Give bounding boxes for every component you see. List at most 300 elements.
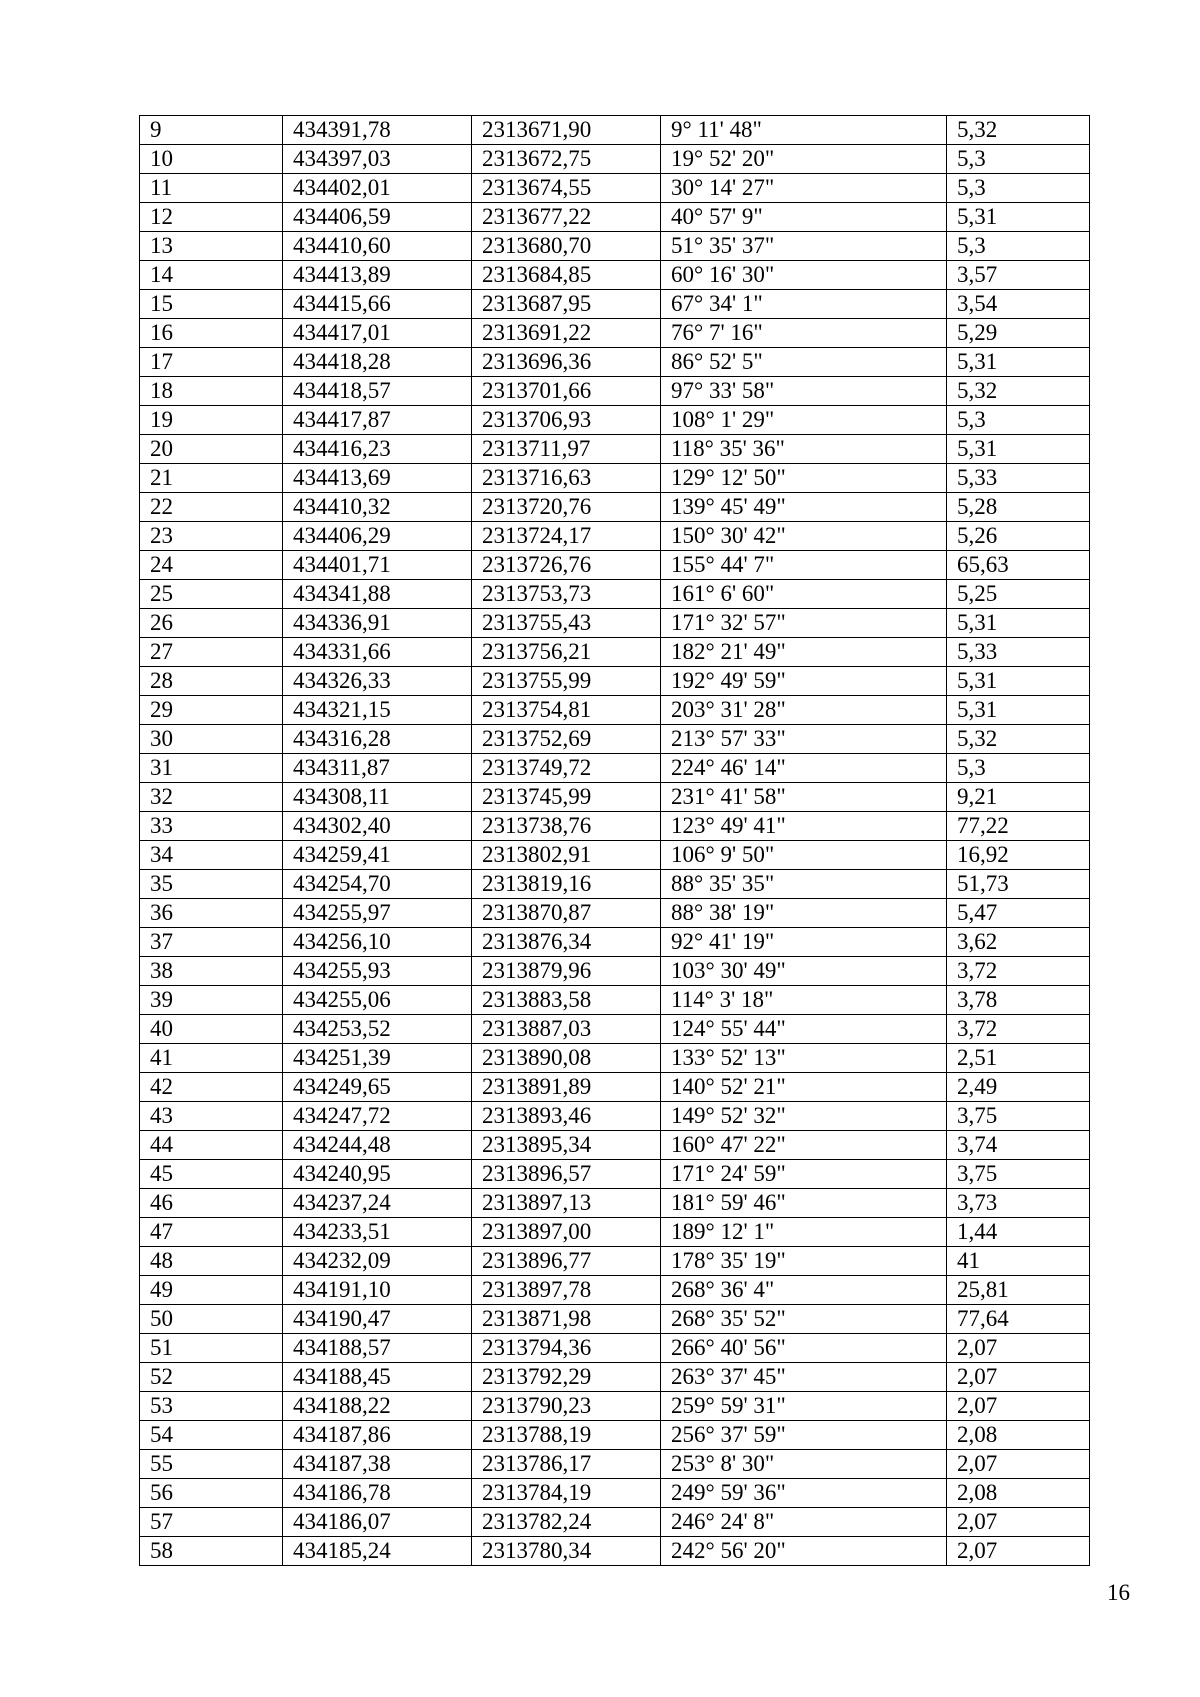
x-coordinate-cell: 434331,66 bbox=[283, 638, 472, 667]
point-number-cell: 24 bbox=[140, 551, 283, 580]
distance-cell: 3,75 bbox=[947, 1160, 1090, 1189]
x-coordinate-cell: 434253,52 bbox=[283, 1015, 472, 1044]
y-coordinate-cell: 2313684,85 bbox=[472, 261, 661, 290]
point-number-cell: 47 bbox=[140, 1218, 283, 1247]
table-row bbox=[140, 203, 1090, 232]
y-coordinate-cell: 2313711,97 bbox=[472, 435, 661, 464]
bearing-cell: 118° 35' 36" bbox=[661, 435, 947, 464]
x-coordinate-cell: 434417,87 bbox=[283, 406, 472, 435]
point-number-cell: 31 bbox=[140, 754, 283, 783]
y-coordinate-cell: 2313896,57 bbox=[472, 1160, 661, 1189]
x-coordinate-cell: 434249,65 bbox=[283, 1073, 472, 1102]
point-number-cell: 15 bbox=[140, 290, 283, 319]
x-coordinate-cell: 434397,03 bbox=[283, 145, 472, 174]
table-row bbox=[140, 1450, 1090, 1479]
table-row bbox=[140, 406, 1090, 435]
distance-cell: 5,31 bbox=[947, 667, 1090, 696]
x-coordinate-cell: 434418,28 bbox=[283, 348, 472, 377]
bearing-cell: 97° 33' 58" bbox=[661, 377, 947, 406]
bearing-cell: 181° 59' 46" bbox=[661, 1189, 947, 1218]
point-number-cell: 52 bbox=[140, 1363, 283, 1392]
table-row bbox=[140, 493, 1090, 522]
x-coordinate-cell: 434255,06 bbox=[283, 986, 472, 1015]
point-number-cell: 25 bbox=[140, 580, 283, 609]
distance-cell: 5,28 bbox=[947, 493, 1090, 522]
distance-cell: 5,3 bbox=[947, 232, 1090, 261]
point-number-cell: 50 bbox=[140, 1305, 283, 1334]
distance-cell: 2,08 bbox=[947, 1421, 1090, 1450]
x-coordinate-cell: 434188,22 bbox=[283, 1392, 472, 1421]
y-coordinate-cell: 2313701,66 bbox=[472, 377, 661, 406]
bearing-cell: 51° 35' 37" bbox=[661, 232, 947, 261]
table-row bbox=[140, 116, 1090, 145]
bearing-cell: 263° 37' 45" bbox=[661, 1363, 947, 1392]
y-coordinate-cell: 2313897,78 bbox=[472, 1276, 661, 1305]
y-coordinate-cell: 2313726,76 bbox=[472, 551, 661, 580]
bearing-cell: 246° 24' 8" bbox=[661, 1508, 947, 1537]
y-coordinate-cell: 2313786,17 bbox=[472, 1450, 661, 1479]
bearing-cell: 150° 30' 42" bbox=[661, 522, 947, 551]
x-coordinate-cell: 434186,07 bbox=[283, 1508, 472, 1537]
coordinates-table-body bbox=[140, 116, 1090, 1566]
distance-cell: 3,57 bbox=[947, 261, 1090, 290]
y-coordinate-cell: 2313887,03 bbox=[472, 1015, 661, 1044]
point-number-cell: 45 bbox=[140, 1160, 283, 1189]
table-row bbox=[140, 377, 1090, 406]
point-number-cell: 35 bbox=[140, 870, 283, 899]
x-coordinate-cell: 434418,57 bbox=[283, 377, 472, 406]
x-coordinate-cell: 434254,70 bbox=[283, 870, 472, 899]
y-coordinate-cell: 2313871,98 bbox=[472, 1305, 661, 1334]
bearing-cell: 139° 45' 49" bbox=[661, 493, 947, 522]
table-row bbox=[140, 725, 1090, 754]
point-number-cell: 41 bbox=[140, 1044, 283, 1073]
bearing-cell: 161° 6' 60" bbox=[661, 580, 947, 609]
table-row bbox=[140, 638, 1090, 667]
x-coordinate-cell: 434321,15 bbox=[283, 696, 472, 725]
bearing-cell: 160° 47' 22" bbox=[661, 1131, 947, 1160]
bearing-cell: 155° 44' 7" bbox=[661, 551, 947, 580]
distance-cell: 5,31 bbox=[947, 435, 1090, 464]
x-coordinate-cell: 434402,01 bbox=[283, 174, 472, 203]
point-number-cell: 9 bbox=[140, 116, 283, 145]
bearing-cell: 259° 59' 31" bbox=[661, 1392, 947, 1421]
table-row bbox=[140, 957, 1090, 986]
x-coordinate-cell: 434244,48 bbox=[283, 1131, 472, 1160]
table-row bbox=[140, 522, 1090, 551]
distance-cell: 2,07 bbox=[947, 1334, 1090, 1363]
distance-cell: 3,72 bbox=[947, 957, 1090, 986]
table-row bbox=[140, 1218, 1090, 1247]
x-coordinate-cell: 434413,69 bbox=[283, 464, 472, 493]
table-row bbox=[140, 464, 1090, 493]
bearing-cell: 268° 36' 4" bbox=[661, 1276, 947, 1305]
x-coordinate-cell: 434259,41 bbox=[283, 841, 472, 870]
point-number-cell: 58 bbox=[140, 1537, 283, 1566]
x-coordinate-cell: 434410,32 bbox=[283, 493, 472, 522]
bearing-cell: 9° 11' 48" bbox=[661, 116, 947, 145]
distance-cell: 3,75 bbox=[947, 1102, 1090, 1131]
bearing-cell: 189° 12' 1" bbox=[661, 1218, 947, 1247]
y-coordinate-cell: 2313671,90 bbox=[472, 116, 661, 145]
point-number-cell: 29 bbox=[140, 696, 283, 725]
table-row bbox=[140, 667, 1090, 696]
bearing-cell: 67° 34' 1" bbox=[661, 290, 947, 319]
point-number-cell: 51 bbox=[140, 1334, 283, 1363]
x-coordinate-cell: 434316,28 bbox=[283, 725, 472, 754]
bearing-cell: 178° 35' 19" bbox=[661, 1247, 947, 1276]
distance-cell: 2,07 bbox=[947, 1508, 1090, 1537]
table-row bbox=[140, 435, 1090, 464]
y-coordinate-cell: 2313780,34 bbox=[472, 1537, 661, 1566]
y-coordinate-cell: 2313879,96 bbox=[472, 957, 661, 986]
distance-cell: 9,21 bbox=[947, 783, 1090, 812]
distance-cell: 3,62 bbox=[947, 928, 1090, 957]
bearing-cell: 266° 40' 56" bbox=[661, 1334, 947, 1363]
distance-cell: 1,44 bbox=[947, 1218, 1090, 1247]
table-row bbox=[140, 145, 1090, 174]
table-row bbox=[140, 1189, 1090, 1218]
x-coordinate-cell: 434186,78 bbox=[283, 1479, 472, 1508]
y-coordinate-cell: 2313691,22 bbox=[472, 319, 661, 348]
y-coordinate-cell: 2313680,70 bbox=[472, 232, 661, 261]
distance-cell: 2,49 bbox=[947, 1073, 1090, 1102]
coordinates-table bbox=[139, 115, 1090, 1566]
y-coordinate-cell: 2313755,43 bbox=[472, 609, 661, 638]
x-coordinate-cell: 434391,78 bbox=[283, 116, 472, 145]
y-coordinate-cell: 2313897,13 bbox=[472, 1189, 661, 1218]
bearing-cell: 256° 37' 59" bbox=[661, 1421, 947, 1450]
table-row bbox=[140, 174, 1090, 203]
y-coordinate-cell: 2313891,89 bbox=[472, 1073, 661, 1102]
distance-cell: 65,63 bbox=[947, 551, 1090, 580]
point-number-cell: 16 bbox=[140, 319, 283, 348]
y-coordinate-cell: 2313706,93 bbox=[472, 406, 661, 435]
bearing-cell: 129° 12' 50" bbox=[661, 464, 947, 493]
distance-cell: 3,54 bbox=[947, 290, 1090, 319]
point-number-cell: 36 bbox=[140, 899, 283, 928]
y-coordinate-cell: 2313696,36 bbox=[472, 348, 661, 377]
y-coordinate-cell: 2313790,23 bbox=[472, 1392, 661, 1421]
distance-cell: 2,07 bbox=[947, 1450, 1090, 1479]
table-row bbox=[140, 783, 1090, 812]
table-row bbox=[140, 1508, 1090, 1537]
table-row bbox=[140, 899, 1090, 928]
point-number-cell: 28 bbox=[140, 667, 283, 696]
x-coordinate-cell: 434251,39 bbox=[283, 1044, 472, 1073]
point-number-cell: 42 bbox=[140, 1073, 283, 1102]
point-number-cell: 54 bbox=[140, 1421, 283, 1450]
table-row bbox=[140, 551, 1090, 580]
distance-cell: 5,47 bbox=[947, 899, 1090, 928]
bearing-cell: 40° 57' 9" bbox=[661, 203, 947, 232]
y-coordinate-cell: 2313802,91 bbox=[472, 841, 661, 870]
bearing-cell: 88° 38' 19" bbox=[661, 899, 947, 928]
point-number-cell: 12 bbox=[140, 203, 283, 232]
y-coordinate-cell: 2313745,99 bbox=[472, 783, 661, 812]
x-coordinate-cell: 434232,09 bbox=[283, 1247, 472, 1276]
x-coordinate-cell: 434406,59 bbox=[283, 203, 472, 232]
table-row bbox=[140, 290, 1090, 319]
table-row bbox=[140, 580, 1090, 609]
point-number-cell: 13 bbox=[140, 232, 283, 261]
distance-cell: 77,64 bbox=[947, 1305, 1090, 1334]
y-coordinate-cell: 2313890,08 bbox=[472, 1044, 661, 1073]
y-coordinate-cell: 2313738,76 bbox=[472, 812, 661, 841]
x-coordinate-cell: 434311,87 bbox=[283, 754, 472, 783]
bearing-cell: 242° 56' 20" bbox=[661, 1537, 947, 1566]
x-coordinate-cell: 434326,33 bbox=[283, 667, 472, 696]
bearing-cell: 60° 16' 30" bbox=[661, 261, 947, 290]
point-number-cell: 20 bbox=[140, 435, 283, 464]
y-coordinate-cell: 2313674,55 bbox=[472, 174, 661, 203]
point-number-cell: 53 bbox=[140, 1392, 283, 1421]
table-row bbox=[140, 1160, 1090, 1189]
x-coordinate-cell: 434190,47 bbox=[283, 1305, 472, 1334]
table-row bbox=[140, 1276, 1090, 1305]
bearing-cell: 203° 31' 28" bbox=[661, 696, 947, 725]
x-coordinate-cell: 434187,86 bbox=[283, 1421, 472, 1450]
distance-cell: 3,74 bbox=[947, 1131, 1090, 1160]
x-coordinate-cell: 434188,57 bbox=[283, 1334, 472, 1363]
x-coordinate-cell: 434188,45 bbox=[283, 1363, 472, 1392]
y-coordinate-cell: 2313819,16 bbox=[472, 870, 661, 899]
y-coordinate-cell: 2313896,77 bbox=[472, 1247, 661, 1276]
x-coordinate-cell: 434406,29 bbox=[283, 522, 472, 551]
y-coordinate-cell: 2313756,21 bbox=[472, 638, 661, 667]
point-number-cell: 34 bbox=[140, 841, 283, 870]
bearing-cell: 171° 24' 59" bbox=[661, 1160, 947, 1189]
y-coordinate-cell: 2313755,99 bbox=[472, 667, 661, 696]
point-number-cell: 44 bbox=[140, 1131, 283, 1160]
distance-cell: 5,32 bbox=[947, 725, 1090, 754]
point-number-cell: 55 bbox=[140, 1450, 283, 1479]
x-coordinate-cell: 434413,89 bbox=[283, 261, 472, 290]
distance-cell: 5,33 bbox=[947, 464, 1090, 493]
table-row bbox=[140, 348, 1090, 377]
bearing-cell: 253° 8' 30" bbox=[661, 1450, 947, 1479]
point-number-cell: 33 bbox=[140, 812, 283, 841]
bearing-cell: 103° 30' 49" bbox=[661, 957, 947, 986]
point-number-cell: 57 bbox=[140, 1508, 283, 1537]
distance-cell: 16,92 bbox=[947, 841, 1090, 870]
point-number-cell: 18 bbox=[140, 377, 283, 406]
x-coordinate-cell: 434417,01 bbox=[283, 319, 472, 348]
y-coordinate-cell: 2313782,24 bbox=[472, 1508, 661, 1537]
bearing-cell: 92° 41' 19" bbox=[661, 928, 947, 957]
y-coordinate-cell: 2313794,36 bbox=[472, 1334, 661, 1363]
point-number-cell: 22 bbox=[140, 493, 283, 522]
distance-cell: 3,72 bbox=[947, 1015, 1090, 1044]
bearing-cell: 76° 7' 16" bbox=[661, 319, 947, 348]
bearing-cell: 133° 52' 13" bbox=[661, 1044, 947, 1073]
point-number-cell: 38 bbox=[140, 957, 283, 986]
point-number-cell: 46 bbox=[140, 1189, 283, 1218]
point-number-cell: 40 bbox=[140, 1015, 283, 1044]
y-coordinate-cell: 2313716,63 bbox=[472, 464, 661, 493]
x-coordinate-cell: 434302,40 bbox=[283, 812, 472, 841]
y-coordinate-cell: 2313752,69 bbox=[472, 725, 661, 754]
distance-cell: 5,3 bbox=[947, 145, 1090, 174]
distance-cell: 5,31 bbox=[947, 348, 1090, 377]
point-number-cell: 39 bbox=[140, 986, 283, 1015]
distance-cell: 5,26 bbox=[947, 522, 1090, 551]
point-number-cell: 23 bbox=[140, 522, 283, 551]
table-row bbox=[140, 754, 1090, 783]
table-row bbox=[140, 870, 1090, 899]
x-coordinate-cell: 434256,10 bbox=[283, 928, 472, 957]
table-row bbox=[140, 1044, 1090, 1073]
bearing-cell: 19° 52' 20" bbox=[661, 145, 947, 174]
table-row bbox=[140, 928, 1090, 957]
table-row bbox=[140, 1363, 1090, 1392]
distance-cell: 3,78 bbox=[947, 986, 1090, 1015]
bearing-cell: 224° 46' 14" bbox=[661, 754, 947, 783]
x-coordinate-cell: 434191,10 bbox=[283, 1276, 472, 1305]
table-row bbox=[140, 1537, 1090, 1566]
point-number-cell: 19 bbox=[140, 406, 283, 435]
table-row bbox=[140, 1247, 1090, 1276]
y-coordinate-cell: 2313754,81 bbox=[472, 696, 661, 725]
bearing-cell: 123° 49' 41" bbox=[661, 812, 947, 841]
y-coordinate-cell: 2313792,29 bbox=[472, 1363, 661, 1392]
point-number-cell: 21 bbox=[140, 464, 283, 493]
y-coordinate-cell: 2313724,17 bbox=[472, 522, 661, 551]
point-number-cell: 11 bbox=[140, 174, 283, 203]
x-coordinate-cell: 434341,88 bbox=[283, 580, 472, 609]
x-coordinate-cell: 434187,38 bbox=[283, 1450, 472, 1479]
x-coordinate-cell: 434240,95 bbox=[283, 1160, 472, 1189]
table-row bbox=[140, 1073, 1090, 1102]
bearing-cell: 149° 52' 32" bbox=[661, 1102, 947, 1131]
table-row bbox=[140, 1334, 1090, 1363]
bearing-cell: 124° 55' 44" bbox=[661, 1015, 947, 1044]
table-row bbox=[140, 232, 1090, 261]
x-coordinate-cell: 434401,71 bbox=[283, 551, 472, 580]
table-row bbox=[140, 986, 1090, 1015]
distance-cell: 5,3 bbox=[947, 406, 1090, 435]
table-row bbox=[140, 1421, 1090, 1450]
distance-cell: 2,51 bbox=[947, 1044, 1090, 1073]
y-coordinate-cell: 2313753,73 bbox=[472, 580, 661, 609]
x-coordinate-cell: 434416,23 bbox=[283, 435, 472, 464]
table-row bbox=[140, 1015, 1090, 1044]
table-row bbox=[140, 841, 1090, 870]
point-number-cell: 10 bbox=[140, 145, 283, 174]
bearing-cell: 108° 1' 29" bbox=[661, 406, 947, 435]
bearing-cell: 192° 49' 59" bbox=[661, 667, 947, 696]
bearing-cell: 114° 3' 18" bbox=[661, 986, 947, 1015]
table-row bbox=[140, 261, 1090, 290]
y-coordinate-cell: 2313749,72 bbox=[472, 754, 661, 783]
distance-cell: 5,3 bbox=[947, 754, 1090, 783]
point-number-cell: 14 bbox=[140, 261, 283, 290]
distance-cell: 25,81 bbox=[947, 1276, 1090, 1305]
y-coordinate-cell: 2313784,19 bbox=[472, 1479, 661, 1508]
bearing-cell: 171° 32' 57" bbox=[661, 609, 947, 638]
y-coordinate-cell: 2313720,76 bbox=[472, 493, 661, 522]
y-coordinate-cell: 2313870,87 bbox=[472, 899, 661, 928]
table-row bbox=[140, 1392, 1090, 1421]
distance-cell: 77,22 bbox=[947, 812, 1090, 841]
distance-cell: 41 bbox=[947, 1247, 1090, 1276]
x-coordinate-cell: 434233,51 bbox=[283, 1218, 472, 1247]
y-coordinate-cell: 2313687,95 bbox=[472, 290, 661, 319]
distance-cell: 5,31 bbox=[947, 609, 1090, 638]
point-number-cell: 32 bbox=[140, 783, 283, 812]
distance-cell: 5,3 bbox=[947, 174, 1090, 203]
distance-cell: 5,25 bbox=[947, 580, 1090, 609]
x-coordinate-cell: 434255,97 bbox=[283, 899, 472, 928]
table-row bbox=[140, 812, 1090, 841]
distance-cell: 5,31 bbox=[947, 696, 1090, 725]
y-coordinate-cell: 2313895,34 bbox=[472, 1131, 661, 1160]
bearing-cell: 249° 59' 36" bbox=[661, 1479, 947, 1508]
point-number-cell: 49 bbox=[140, 1276, 283, 1305]
x-coordinate-cell: 434308,11 bbox=[283, 783, 472, 812]
point-number-cell: 17 bbox=[140, 348, 283, 377]
table-row bbox=[140, 609, 1090, 638]
y-coordinate-cell: 2313897,00 bbox=[472, 1218, 661, 1247]
table-row bbox=[140, 1305, 1090, 1334]
x-coordinate-cell: 434415,66 bbox=[283, 290, 472, 319]
table-row bbox=[140, 1102, 1090, 1131]
distance-cell: 5,33 bbox=[947, 638, 1090, 667]
bearing-cell: 140° 52' 21" bbox=[661, 1073, 947, 1102]
distance-cell: 51,73 bbox=[947, 870, 1090, 899]
x-coordinate-cell: 434255,93 bbox=[283, 957, 472, 986]
distance-cell: 5,32 bbox=[947, 377, 1090, 406]
bearing-cell: 106° 9' 50" bbox=[661, 841, 947, 870]
point-number-cell: 43 bbox=[140, 1102, 283, 1131]
x-coordinate-cell: 434237,24 bbox=[283, 1189, 472, 1218]
point-number-cell: 27 bbox=[140, 638, 283, 667]
bearing-cell: 88° 35' 35" bbox=[661, 870, 947, 899]
y-coordinate-cell: 2313672,75 bbox=[472, 145, 661, 174]
bearing-cell: 231° 41' 58" bbox=[661, 783, 947, 812]
point-number-cell: 56 bbox=[140, 1479, 283, 1508]
bearing-cell: 86° 52' 5" bbox=[661, 348, 947, 377]
x-coordinate-cell: 434336,91 bbox=[283, 609, 472, 638]
point-number-cell: 30 bbox=[140, 725, 283, 754]
distance-cell: 2,07 bbox=[947, 1392, 1090, 1421]
table-row bbox=[140, 696, 1090, 725]
table-row bbox=[140, 319, 1090, 348]
table-row bbox=[140, 1131, 1090, 1160]
distance-cell: 2,08 bbox=[947, 1479, 1090, 1508]
point-number-cell: 26 bbox=[140, 609, 283, 638]
distance-cell: 2,07 bbox=[947, 1537, 1090, 1566]
bearing-cell: 213° 57' 33" bbox=[661, 725, 947, 754]
y-coordinate-cell: 2313788,19 bbox=[472, 1421, 661, 1450]
x-coordinate-cell: 434410,60 bbox=[283, 232, 472, 261]
x-coordinate-cell: 434247,72 bbox=[283, 1102, 472, 1131]
y-coordinate-cell: 2313677,22 bbox=[472, 203, 661, 232]
distance-cell: 5,32 bbox=[947, 116, 1090, 145]
x-coordinate-cell: 434185,24 bbox=[283, 1537, 472, 1566]
bearing-cell: 182° 21' 49" bbox=[661, 638, 947, 667]
bearing-cell: 30° 14' 27" bbox=[661, 174, 947, 203]
table-row bbox=[140, 1479, 1090, 1508]
y-coordinate-cell: 2313893,46 bbox=[472, 1102, 661, 1131]
point-number-cell: 48 bbox=[140, 1247, 283, 1276]
distance-cell: 5,31 bbox=[947, 203, 1090, 232]
page-number: 16 bbox=[1107, 1580, 1130, 1605]
y-coordinate-cell: 2313883,58 bbox=[472, 986, 661, 1015]
y-coordinate-cell: 2313876,34 bbox=[472, 928, 661, 957]
bearing-cell: 268° 35' 52" bbox=[661, 1305, 947, 1334]
distance-cell: 5,29 bbox=[947, 319, 1090, 348]
